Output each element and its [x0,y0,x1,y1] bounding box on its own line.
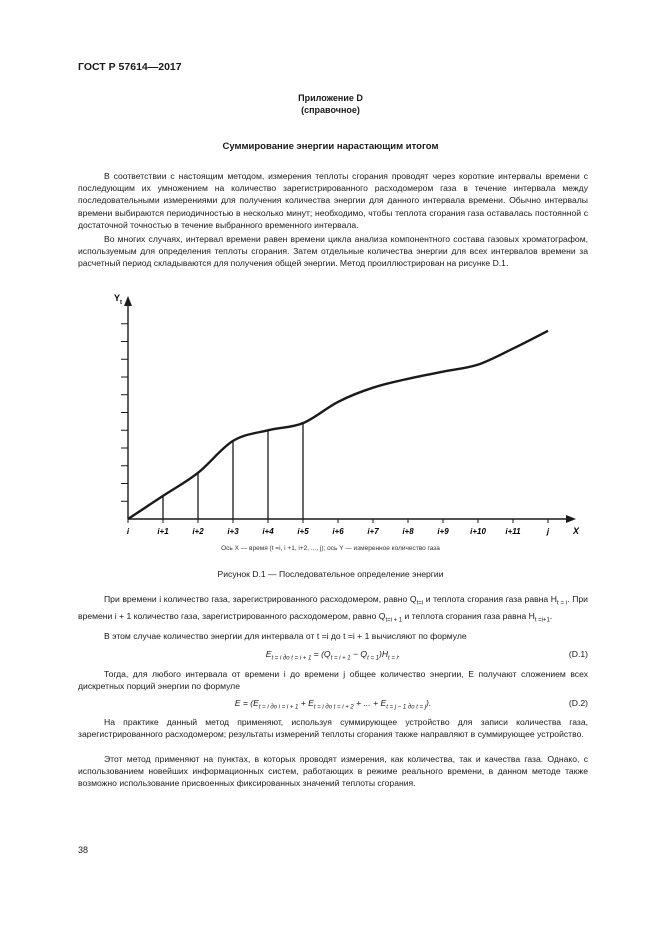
x-tick-label: i+9 [437,527,449,536]
energy-curve [128,331,548,519]
appendix-title: Приложение D [298,93,363,103]
page-number: 38 [78,845,89,855]
x-tick-labels [127,519,550,536]
x-tick-label: i+10 [470,527,486,536]
vertical-markers [163,423,303,519]
appendix-subtitle: (справочное) [301,105,360,115]
figure-caption: Рисунок D.1 — Последовательное определение энергии [217,569,444,579]
formula-d1 [78,649,588,663]
y-axis-label: $Y_t$ [114,293,123,306]
formula-d1-expression: $E_{t = i до t = i + 1} = (Q_{t = i + 1} - Q_{t = 1})H_{t = i}$. [265,649,401,662]
paragraph-6: На практике данный метод применяют, используя суммирующее устройство для записи количества газа, зарегистрированного расходомером; результаты измерений теплоты сгорания также направляют в суммирующее устройство. [78,717,588,740]
x-tick-label: j [546,527,550,536]
x-tick-label: i [126,527,130,536]
x-tick-label: i+7 [367,527,379,536]
x-tick-label: i+5 [297,527,309,536]
x-tick-label: i+2 [192,527,204,536]
paragraph-3: При времени i количество газа, зарегистрированного расходомером, равно $Q_{t=i}$ и теплота сгорания газа равна $H_{t = i}$. При времени i + 1 количество газа, зарегистрированного расходомером, равно $Q_{t=i + 1}$ и теплота сгорания газа равна $H_{t =i+1}$. [78,594,588,624]
paragraph-7: Этот метод применяют на пунктах, в которых проводят измерения, как количества, так и качества газа. Однако, с использованием новейших информационных систем, работающих в режиме реального времени, в данном методе также возможно использование присвоенных фиксированных значений теплоты сгорания. [78,754,588,789]
formula-d1-number: (D.1) [568,649,588,659]
x-axis-label: X [573,526,580,536]
formula-d2-expression: $E = (E_{t = i до i = i + 1} + E_{t = i до t = i + 2}$ + ... + $E_{t = j - 1 до t = j}$). [234,698,432,711]
y-axis-arrow [124,296,132,306]
paragraph-2: Во многих случаях, интервал времени равен времени цикла анализа компонентного состава газовых хроматографом, используемым для определения теплоты сгорания. Затем отдельные количества энергии для всех интервалов времени за расчетный период складываются для получения общей энергии. Метод проиллюстрирован на рисунке D.1. [78,234,588,269]
figure-legend: Ось X — время (t =i, i +1, i+2, ..., j); ось Y — измеренное количество газа [221,545,440,552]
y-axis-ticks [121,324,128,502]
figure-d1-chart [78,286,588,561]
x-tick-label: i+1 [157,527,169,536]
formula-d2-number: (D.2) [568,698,588,708]
paragraph-1: В соответствии с настоящим методом, измерения теплоты сгорания проводят через короткие интервалы времени с последующим их умножением на количество зарегистрированного расходомером газа в течение интервала между последовательными измерениями для получения количества энергии для данного интервала времени. Обычно интервалы времени выбираются периодичностью в несколько минут; необходимо, чтобы теплота сгорания газа оставалась постоянной с достаточной точностью в течение выбранного временного интервала. [78,171,588,230]
x-axis-arrow [566,515,576,523]
appendix-heading [0,92,661,116]
formula-d2 [78,698,588,712]
paragraph-4: В этом случае количество энергии для интервала от t =i до t =i + 1 вычисляют по формуле [104,631,467,641]
document-id: ГОСТ Р 57614—2017 [78,61,182,73]
section-title: Суммирование энергии нарастающим итогом [222,141,439,152]
paragraph-5: Тогда, для любого интервала от времени i до времени j общее количество энергии, E получают сложением всех дискретных порций энергии по формуле [78,669,588,692]
x-tick-label: i+6 [332,527,344,536]
x-tick-label: i+4 [262,527,274,536]
x-tick-label: i+3 [227,527,239,536]
x-tick-label: i+11 [505,527,521,536]
x-tick-label: i+8 [402,527,414,536]
